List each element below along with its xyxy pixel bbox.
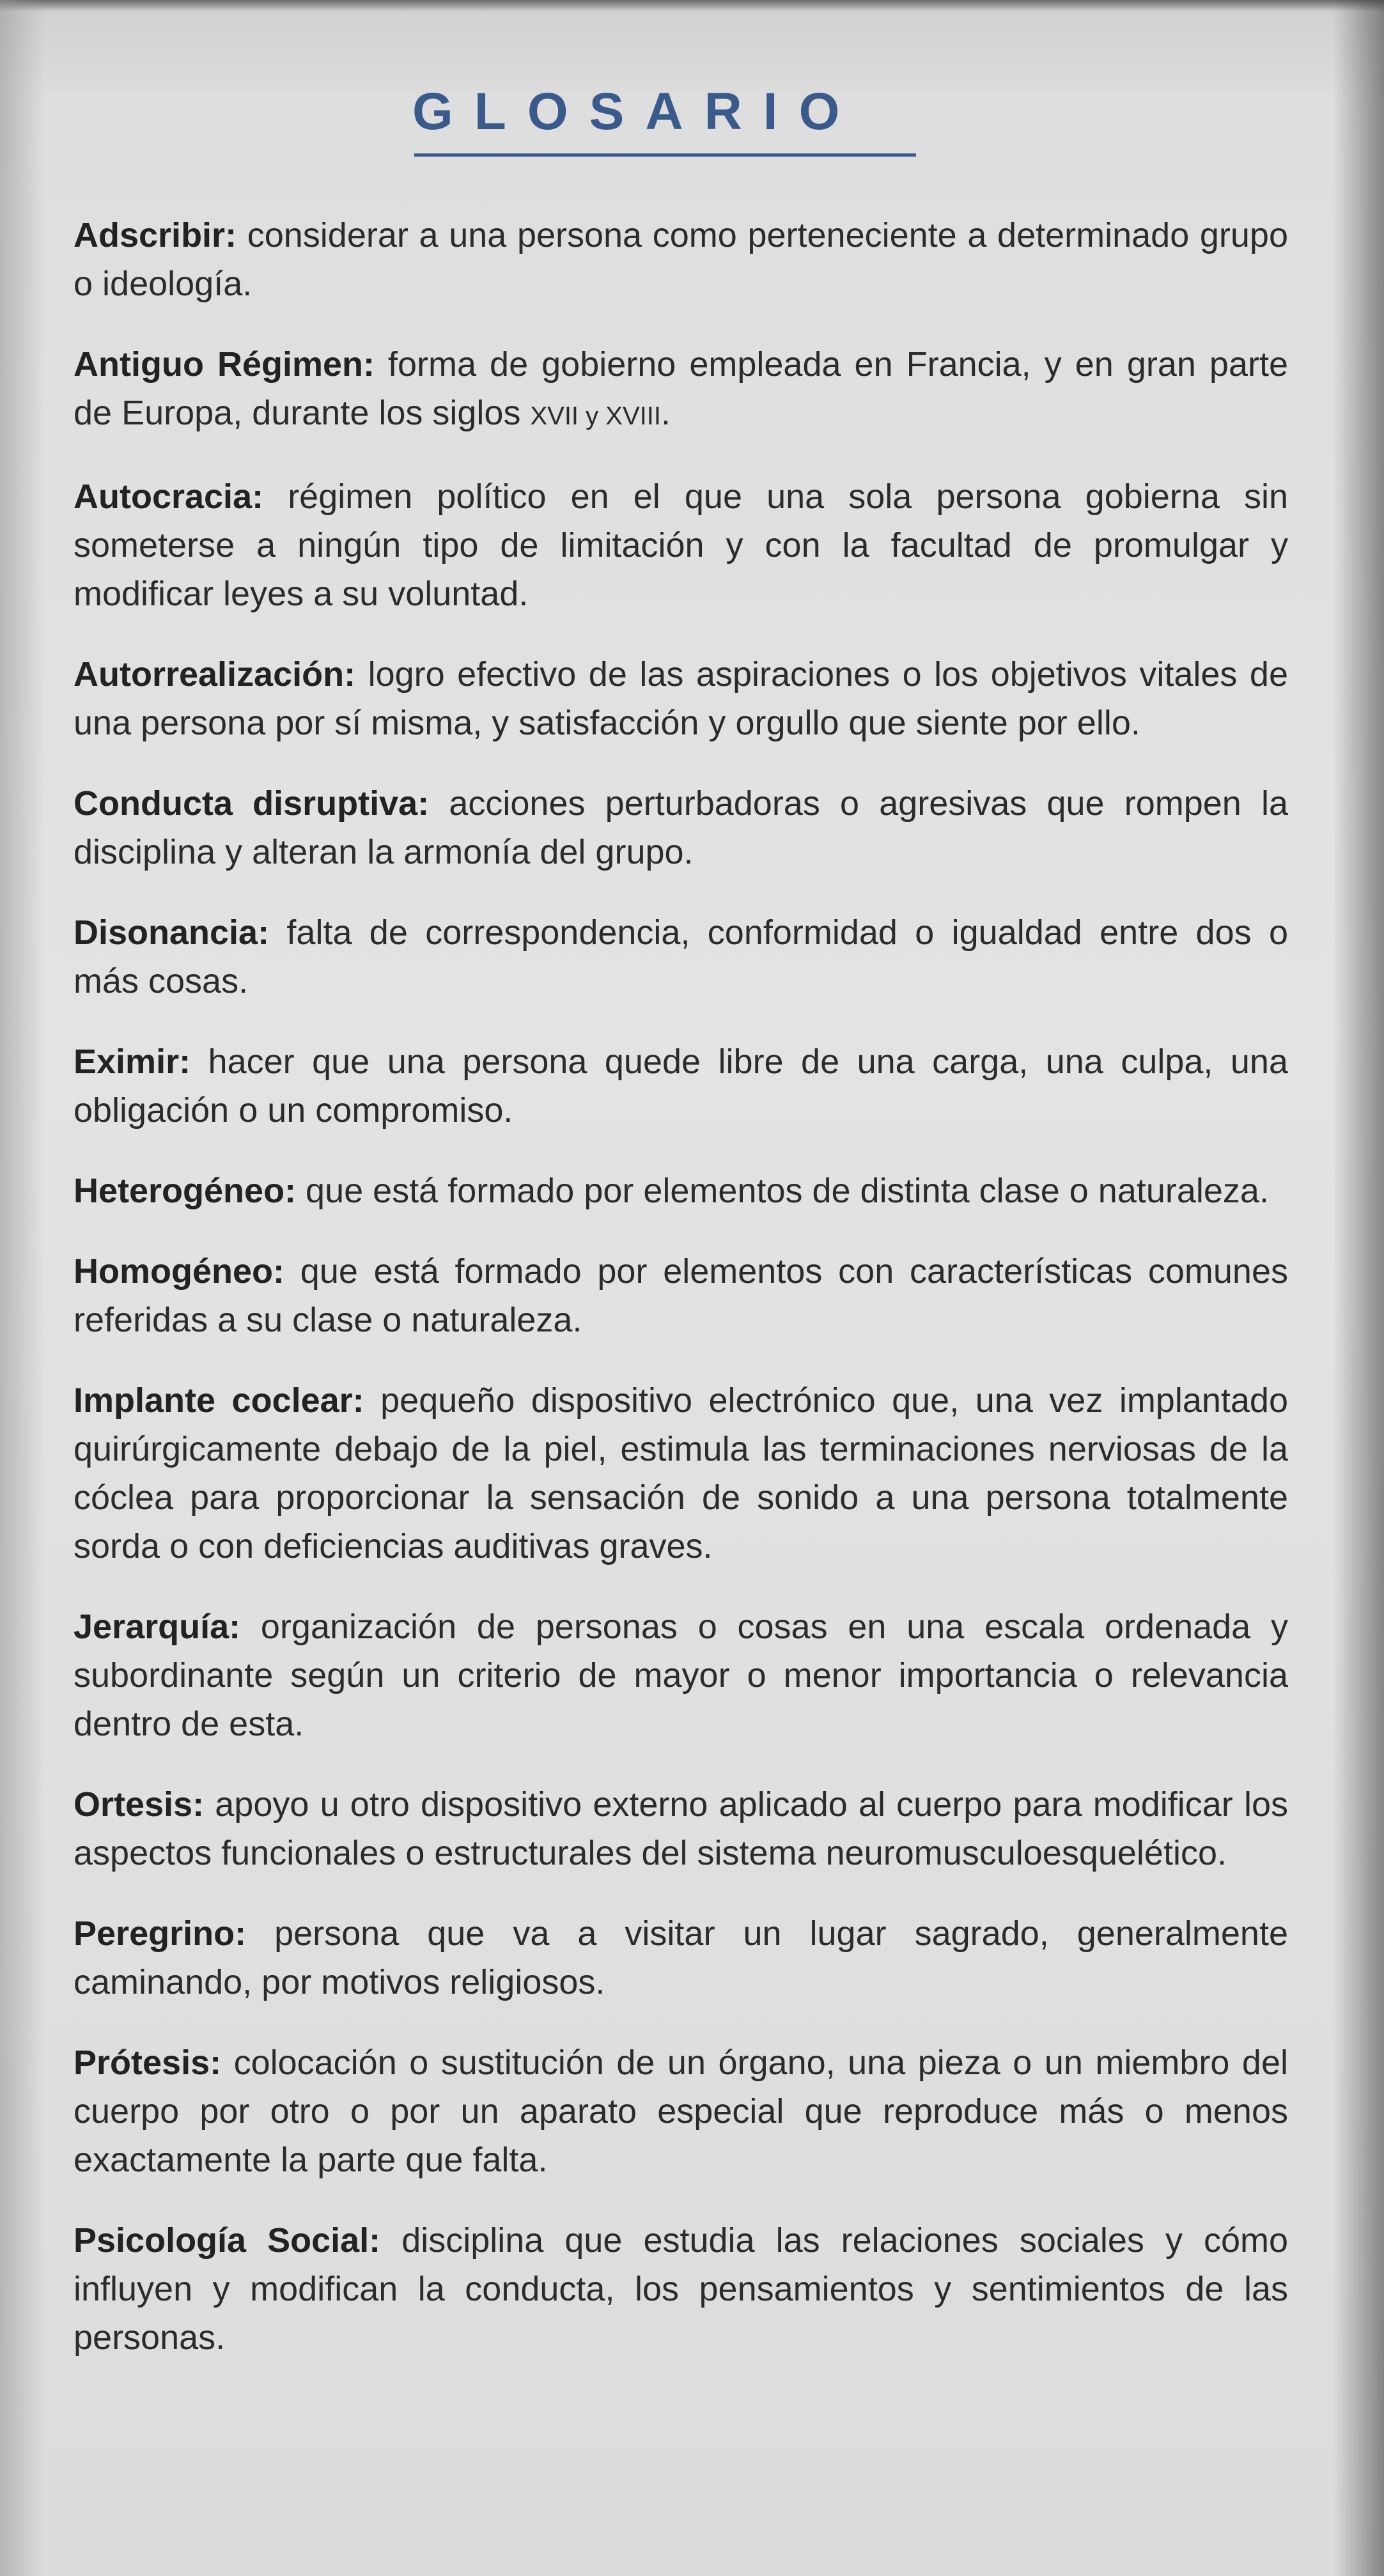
page-left-shadow xyxy=(0,0,45,2576)
glossary-definition: pequeño dispositivo electrónico que, una vez implantado quirúrgicamente debajo de la piel, estimula las terminaciones nerviosas de la cóclea para proporcionar la sensación de sonido a una persona totalmente sorda o con deficiencias auditivas graves. xyxy=(74,1381,1288,1565)
glossary-definition-end: . xyxy=(660,394,671,432)
glossary-definition: disciplina que estudia las relaciones sociales y cómo influyen y modifican la conducta, los pensamientos y sentimientos de las personas. xyxy=(74,2221,1289,2357)
glossary-entry xyxy=(74,1037,1288,1135)
page-right-shadow xyxy=(1333,0,1384,2576)
glossary-definition: régimen político en el que una sola persona gobierna sin someterse a ningún tipo de limitación y con la facultad de promulgar y modificar leyes a su voluntad. xyxy=(74,477,1288,613)
glossary-term: Heterogéneo: xyxy=(74,1172,297,1210)
glossary-term: Prótesis: xyxy=(74,2044,222,2082)
glossary-entry xyxy=(74,1909,1288,2006)
glossary-entry xyxy=(74,650,1288,747)
glossary-entry xyxy=(74,472,1288,618)
glossary-definition: considerar a una persona como perteneciente a determinado grupo o ideología. xyxy=(74,216,1288,303)
glossary-entry xyxy=(74,211,1288,308)
glossary-term: Ortesis: xyxy=(74,1785,205,1824)
glossary-term: Eximir: xyxy=(74,1043,191,1081)
glossary-term: Jerarquía: xyxy=(74,1608,241,1646)
page-title: GLOSARIO xyxy=(412,82,861,141)
glossary-term: Adscribir: xyxy=(74,216,237,254)
glossary-definition: logro efectivo de las aspiraciones o los objetivos vitales de una persona por sí misma, y satisfacción y orgullo que siente por ello. xyxy=(74,655,1288,742)
glossary-term: Homogéneo: xyxy=(74,1252,284,1291)
glossary-entry xyxy=(74,908,1288,1005)
glossary-term: Autocracia: xyxy=(74,477,264,516)
glossary-entry xyxy=(74,1780,1288,1877)
glossary-entry xyxy=(74,1247,1288,1344)
glossary-centuries: XVII y XVIII xyxy=(530,402,661,430)
glossary-entry xyxy=(74,340,1288,440)
glossary-definition: acciones perturbadoras o agresivas que rompen la disciplina y alteran la armonía del grupo. xyxy=(74,784,1288,871)
glossary-entry xyxy=(74,779,1288,876)
page-top-shadow xyxy=(0,0,1384,12)
glossary-term: Conducta disruptiva: xyxy=(74,784,430,823)
glossary-term: Antiguo Régimen: xyxy=(74,345,375,384)
glossary-term: Peregrino: xyxy=(74,1914,247,1953)
glossary-term: Psicología Social: xyxy=(74,2221,381,2260)
glossary-definition: apoyo u otro dispositivo externo aplicado al cuerpo para modificar los aspectos funcionales o estructurales del sistema neuromusculoesquelético. xyxy=(74,1785,1288,1872)
glossary-definition: hacer que una persona quede libre de una carga, una culpa, una obligación o un compromiso. xyxy=(74,1043,1288,1129)
glossary-definition: falta de correspondencia, conformidad o igualdad entre dos o más cosas. xyxy=(74,913,1288,1000)
glossary-entry xyxy=(74,2216,1288,2362)
glossary-entry xyxy=(74,2038,1288,2184)
glossary-definition: persona que va a visitar un lugar sagrado, generalmente caminando, por motivos religiosos. xyxy=(74,1914,1288,2001)
glossary-term: Autorrealización: xyxy=(74,655,356,694)
glossary-definition: que está formado por elementos con características comunes referidas a su clase o naturaleza. xyxy=(74,1252,1288,1339)
glossary-entry xyxy=(74,1167,1288,1215)
glossary-definition: colocación o sustitución de un órgano, una pieza o un miembro del cuerpo por otro o por un aparato especial que reproduce más o menos exactamente la parte que falta. xyxy=(74,2044,1288,2179)
glossary-definition: forma de gobierno empleada en Francia, y en gran parte de Europa, durante los siglos xyxy=(74,345,1288,432)
glossary-definition: que está formado por elementos de distinta clase o naturaleza. xyxy=(296,1172,1269,1210)
title-underline xyxy=(414,153,916,157)
glossary-term: Disonancia: xyxy=(74,913,270,952)
glossary-definition: organización de personas o cosas en una escala ordenada y subordinante según un criterio de mayor o menor importancia o relevancia dentro de esta. xyxy=(74,1608,1288,1743)
glossary-term: Implante coclear: xyxy=(74,1381,364,1420)
glossary-list xyxy=(74,211,1288,2394)
glossary-entry xyxy=(74,1602,1288,1748)
glossary-entry xyxy=(74,1376,1288,1571)
